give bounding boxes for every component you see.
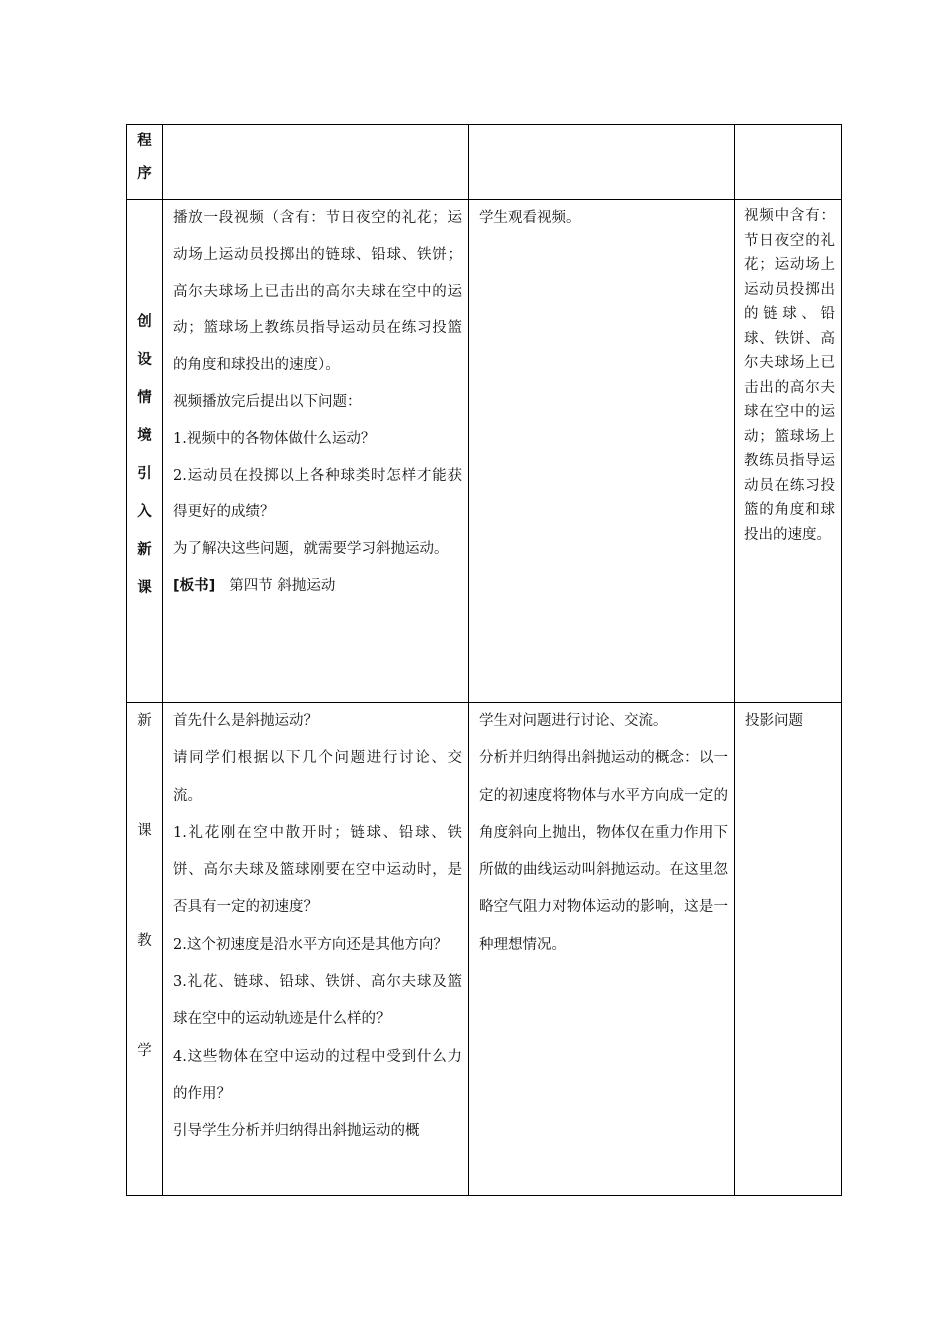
student-paragraph: 学生观看视频。 (479, 210, 581, 226)
teacher-paragraph: 4.这些物体在空中运动的过程中受到什么力的作用？ (173, 1048, 462, 1102)
teacher-paragraph: 1.视频中的各物体做什么运动？ (173, 430, 376, 447)
stage-char: 程 (137, 133, 152, 149)
student-paragraph: 学生对问题进行讨论、交流。 (479, 713, 668, 729)
lesson-plan-table (126, 124, 842, 1196)
teacher-paragraph: 为了解决这些问题，就需要学习斜抛运动。 (173, 541, 449, 558)
teacher-paragraph: 请同学们根据以下几个问题进行讨论、交流。 (173, 750, 462, 804)
board-line (163, 568, 468, 605)
stage-char: 境 (137, 428, 152, 444)
teacher-cell-new (163, 703, 469, 1196)
stage-char: 课 (137, 823, 152, 839)
stage-cell-new (127, 703, 163, 1196)
stage-char: 入 (137, 504, 152, 520)
teacher-paragraph: 引导学生分析并归纳得出斜抛运动的概 (173, 1123, 420, 1140)
note-cell-header (735, 125, 842, 200)
stage-char: 学 (137, 1043, 152, 1059)
stage-char: 引 (137, 466, 152, 482)
teacher-paragraph: 3.礼花、链球、铅球、铁饼、高尔夫球及篮球在空中的运动轨迹是什么样的？ (173, 974, 462, 1028)
student-cell-intro (469, 200, 735, 703)
student-paragraph: 分析并归纳得出斜抛运动的概念：以一定的初速度将物体与水平方向成一定的角度斜向上抛出，物体仅在重力作用下所做的曲线运动叫斜抛运动。在这里忽略空气阻力对物体运动的影响，这是一种理想情况。 (479, 750, 728, 953)
header-row (127, 125, 842, 200)
new-lesson-row (127, 703, 842, 1196)
teacher-paragraph: 1.礼花刚在空中散开时；链球、铅球、铁饼、高尔夫球及篮球刚要在空中运动时，是否具有一定的初速度？ (173, 824, 462, 916)
note-cell-intro (735, 200, 842, 703)
teacher-paragraph: 2.这个初速度是沿水平方向还是其他方向？ (173, 936, 448, 953)
stage-char: 序 (137, 166, 152, 182)
teacher-paragraph: 首先什么是斜抛运动？ (173, 713, 318, 729)
stage-cell-intro (127, 200, 163, 703)
intro-row (127, 200, 842, 703)
stage-char: 设 (137, 352, 152, 368)
student-cell-new (469, 703, 735, 1196)
stage-char: 课 (137, 580, 152, 596)
stage-char: 教 (137, 933, 152, 949)
student-cell-header (469, 125, 735, 200)
stage-char: 情 (137, 390, 152, 406)
stage-cell-header (127, 125, 163, 200)
board-title: 第四节 斜抛运动 (229, 577, 336, 594)
stage-char: 创 (137, 314, 152, 330)
teacher-paragraph: 2.运动员在投掷以上各种球类时怎样才能获得更好的成绩？ (173, 467, 462, 521)
note-paragraph: 投影问题 (745, 713, 803, 729)
note-cell-new (735, 703, 842, 1196)
stage-char: 新 (137, 713, 152, 729)
teacher-cell-intro (163, 200, 469, 703)
stage-char: 新 (137, 542, 152, 558)
note-paragraph: 视频中含有：节日夜空的礼花；运动场上运动员投掷出的链球、铅球、铁饼、高尔夫球场上已击出的高尔夫球在空中的运动；篮球场上教练员指导运动员在练习投篮的角度和球投出的速度。 (744, 208, 835, 543)
teacher-paragraph: 视频播放完后提出以下问题： (173, 393, 362, 410)
teacher-cell-header (163, 125, 469, 200)
board-label: [板书] (173, 577, 216, 594)
teacher-paragraph: 播放一段视频（含有：节日夜空的礼花；运动场上运动员投掷出的链球、铅球、铁饼；高尔夫球场上已击出的高尔夫球在空中的运动；篮球场上教练员指导运动员在练习投篮的角度和球投出的速度）。 (173, 210, 462, 374)
